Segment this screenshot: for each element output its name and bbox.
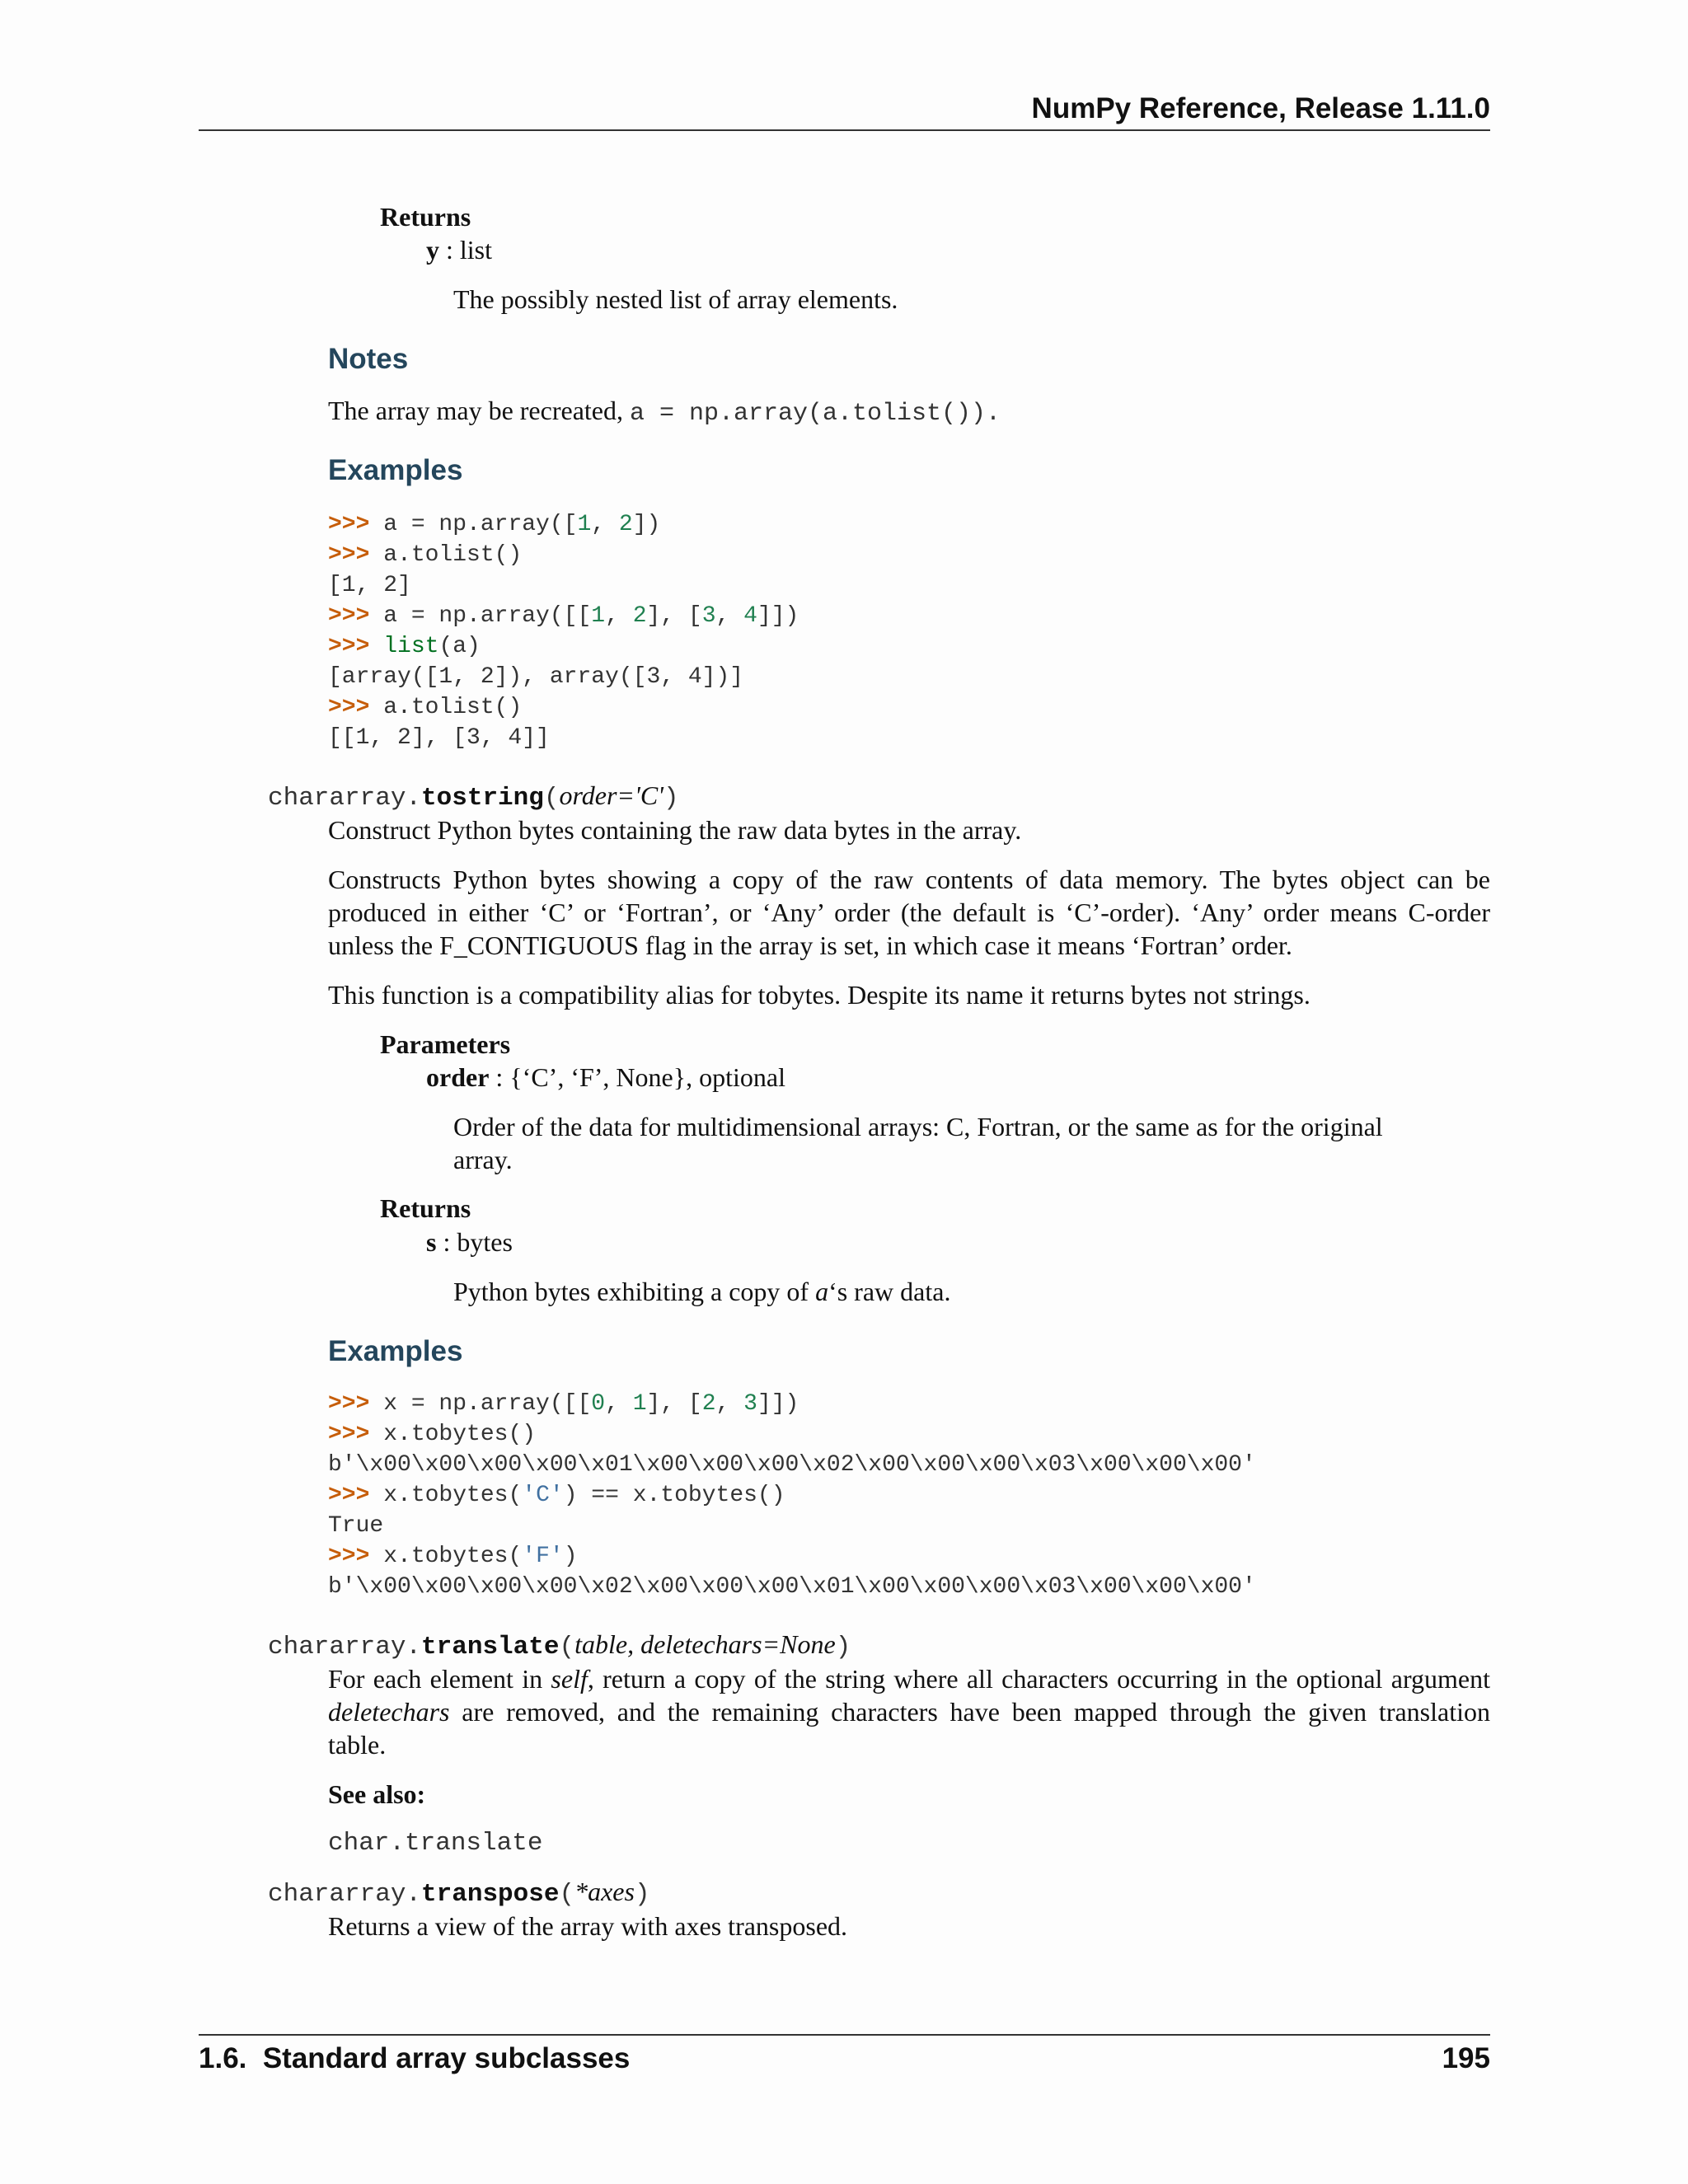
method-signature-tostring[interactable] — [268, 780, 679, 813]
sig-name: tostring — [421, 784, 544, 813]
sig-open-paren: ( — [543, 784, 560, 813]
method-signature-translate[interactable] — [268, 1629, 851, 1661]
method-signature-transpose[interactable] — [268, 1877, 650, 1909]
sig-prefix: chararray. — [268, 784, 422, 813]
tostring-description — [328, 863, 1490, 962]
returns-heading: Returns — [380, 1193, 471, 1223]
code-block-tolist: >>> a = np.array([1, 2]) >>> a.tolist() [1, 2] >>> a = np.array([[1, 2], [3, 4]]) >>> list(a) [array([1, 2]), array([3, 4])] >>> a.tolist() [[1, 2], [3, 4]] — [328, 512, 799, 751]
sig-prefix: chararray. — [268, 1633, 422, 1661]
return-type: : list — [439, 235, 493, 265]
notes-text: The array may be recreated, — [328, 396, 630, 425]
param-type: : {‘C’, ‘F’, None}, optional — [489, 1062, 785, 1092]
desc-line: table. — [328, 1730, 387, 1760]
param-name: order — [426, 1062, 490, 1092]
desc-line: deletechars are removed, and the remaining characters have been mapped through the given translation — [328, 1697, 1490, 1727]
desc-line: unless the F_CONTIGUOUS flag in the array is set, in which case it means ‘Fortran’ order. — [328, 930, 1292, 960]
param-description — [453, 1110, 1383, 1176]
sig-args: table, deletechars=None — [574, 1629, 836, 1659]
sig-args: *axes — [574, 1877, 635, 1906]
return-type: : bytes — [436, 1227, 513, 1257]
examples-heading: Examples — [328, 454, 463, 486]
sig-close-paren: ) — [835, 1633, 851, 1661]
translate-description — [328, 1662, 1490, 1761]
notes-heading: Notes — [328, 343, 409, 375]
header-rule — [199, 129, 1490, 131]
sig-args: order='C' — [559, 780, 664, 810]
return-description: The possibly nested list of array elements. — [453, 284, 898, 314]
tostring-summary: Construct Python bytes containing the raw data bytes in the array. — [328, 815, 1022, 845]
return-field — [426, 233, 492, 266]
return-description — [453, 1275, 950, 1308]
footer-rule — [199, 2034, 1490, 2036]
return-field — [426, 1226, 513, 1258]
sig-name: transpose — [421, 1880, 560, 1909]
sig-name: translate — [421, 1633, 560, 1661]
param-field — [426, 1061, 785, 1094]
sig-open-paren: ( — [559, 1880, 575, 1909]
notes-paragraph — [328, 394, 1001, 430]
notes-inline-code: a = np.array(a.tolist()). — [629, 400, 1001, 428]
ret-desc-text: Python bytes exhibiting a copy of — [453, 1277, 816, 1306]
param-desc-line: array. — [453, 1145, 513, 1174]
sig-prefix: chararray. — [268, 1880, 422, 1909]
page-number: 195 — [1442, 2042, 1490, 2074]
return-name: y — [426, 235, 439, 265]
param-desc-line: Order of the data for multidimensional arrays: C, Fortran, or the same as for the original — [453, 1112, 1383, 1141]
transpose-summary: Returns a view of the array with axes transposed. — [328, 1911, 848, 1941]
sig-open-paren: ( — [559, 1633, 575, 1661]
desc-line: Constructs Python bytes showing a copy of the raw contents of data memory. The bytes object can be — [328, 865, 1490, 894]
see-also-heading: See also: — [328, 1779, 426, 1809]
sig-close-paren: ) — [634, 1880, 650, 1909]
ret-desc-var: a — [815, 1277, 829, 1306]
parameters-heading: Parameters — [380, 1029, 511, 1059]
desc-line: produced in either ‘C’ or ‘Fortran’, or ‘Any’ order (the default is ‘C’-order). ‘Any’ order means C-order — [328, 898, 1490, 927]
desc-line: For each element in self, return a copy of the string where all characters occurring in the optional argument — [328, 1664, 1491, 1694]
examples-heading: Examples — [328, 1335, 463, 1367]
sig-close-paren: ) — [663, 784, 679, 813]
returns-heading: Returns — [380, 202, 471, 232]
running-header: NumPy Reference, Release 1.11.0 — [1031, 92, 1490, 124]
tostring-alias-note: This function is a compatibility alias for tobytes. Despite its name it returns bytes not strings. — [328, 980, 1311, 1010]
code-block-tostring: >>> x = np.array([[0, 1], [2, 3]]) >>> x.tobytes() b'\x00\x00\x00\x00\x01\x00\x00\x00\x02\x00\x00\x00\x03\x00\x00\x00' >>> x.tobytes('C') == x.tobytes() True >>> x.tobytes('F') b'\x00\x00\x00\x00\x02\x00\x00\x00\x01\x00\x00\x00\x03\x00\x00\x00' — [328, 1391, 1256, 1600]
footer-section: 1.6. Standard array subclasses — [199, 2042, 631, 2074]
see-also-link[interactable]: char.translate — [328, 1829, 543, 1858]
return-name: s — [426, 1227, 437, 1257]
ret-desc-text: ‘s raw data. — [828, 1277, 951, 1306]
